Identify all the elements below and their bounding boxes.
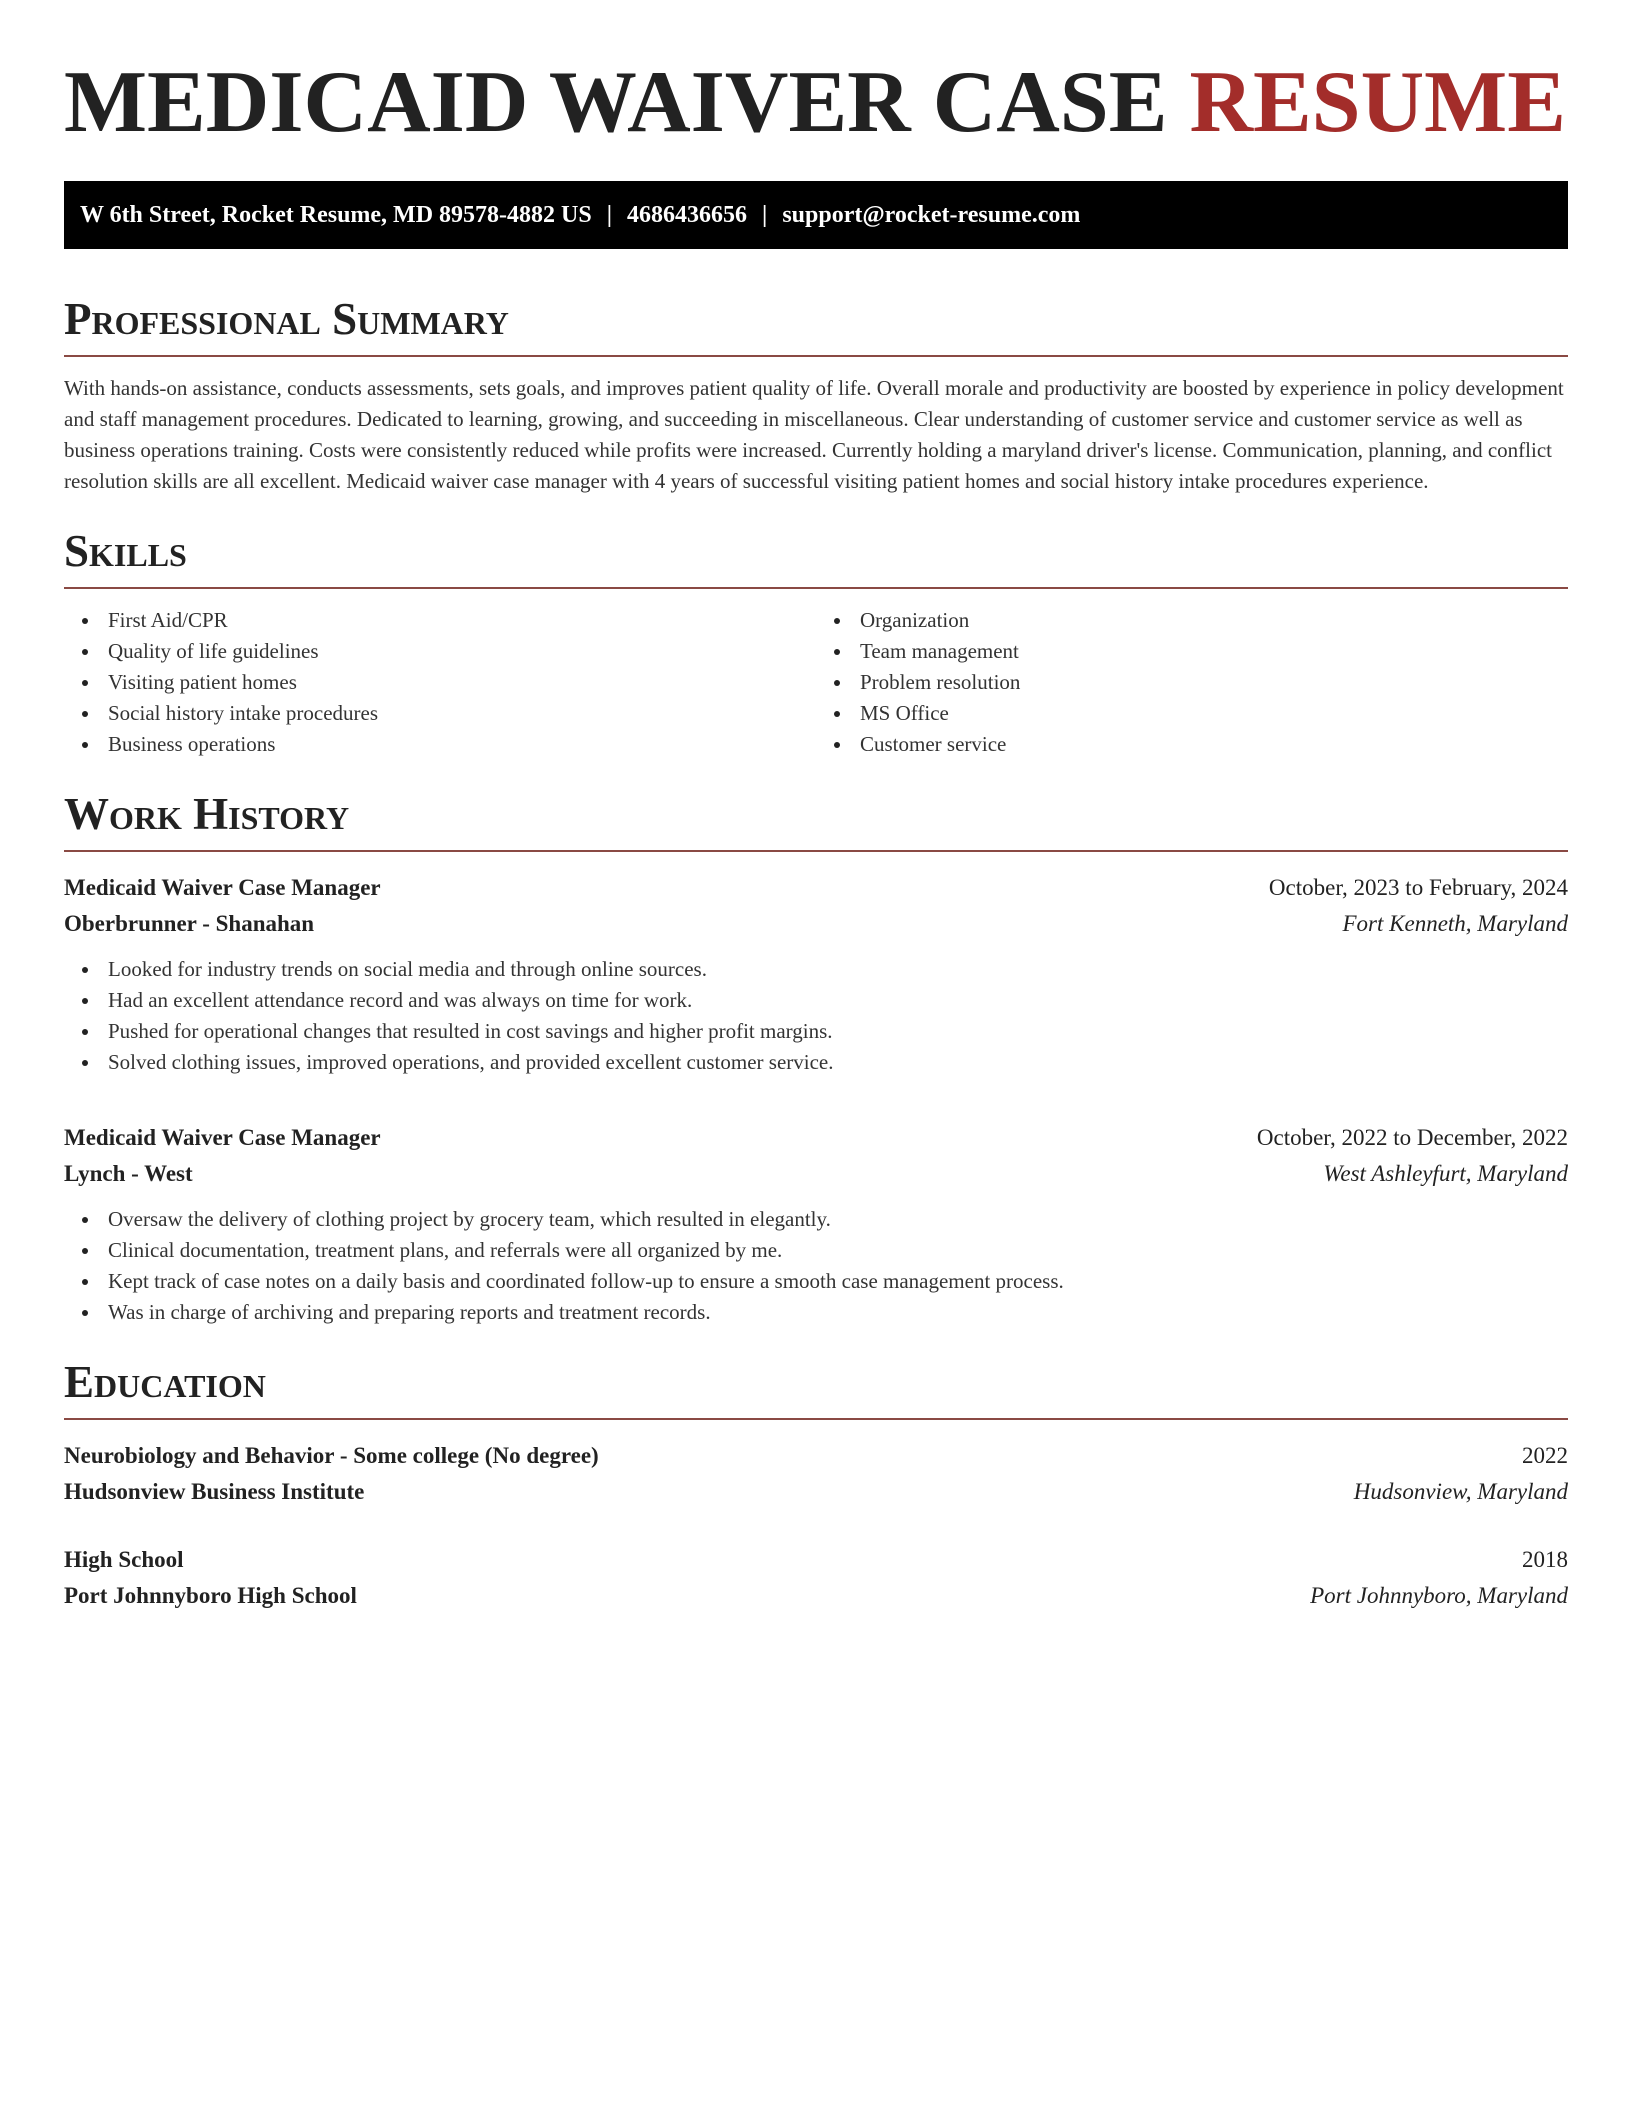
education-degree: High School	[64, 1547, 184, 1572]
skills-columns	[64, 605, 1568, 760]
job-title-row	[64, 870, 1568, 906]
job-entry	[64, 1120, 1568, 1328]
education-degree: Neurobiology and Behavior - Some college (No degree)	[64, 1443, 599, 1468]
email-text: support@rocket-resume.com	[782, 201, 1081, 228]
job-role: Medicaid Waiver Case Manager	[64, 875, 381, 900]
education-section	[64, 1356, 1568, 1614]
job-bullet: Oversaw the delivery of clothing project by grocery team, which resulted in elegantly.	[64, 1204, 1568, 1235]
skill-item: First Aid/CPR	[64, 605, 816, 636]
skill-item: Team management	[816, 636, 1568, 667]
skills-column-right	[816, 605, 1568, 760]
skill-item: Organization	[816, 605, 1568, 636]
education-location: Hudsonview, Maryland	[1353, 1479, 1568, 1504]
education-entry	[64, 1542, 1568, 1614]
skill-item: MS Office	[816, 698, 1568, 729]
education-entry	[64, 1438, 1568, 1510]
job-dates: October, 2023 to February, 2024	[1268, 875, 1568, 900]
skill-item: Social history intake procedures	[64, 698, 816, 729]
phone-text: 4686436656	[627, 201, 748, 228]
job-bullets	[64, 954, 1568, 1078]
job-bullet: Pushed for operational changes that resulted in cost savings and higher profit margins.	[64, 1016, 1568, 1047]
education-school-row	[64, 1474, 1568, 1510]
skill-item: Customer service	[816, 729, 1568, 760]
job-company: Oberbrunner - Shanahan	[64, 911, 315, 936]
education-degree-row	[64, 1438, 1568, 1474]
education-school-row	[64, 1578, 1568, 1614]
contact-separator: |	[762, 201, 768, 228]
skill-item: Business operations	[64, 729, 816, 760]
education-year: 2022	[1522, 1443, 1568, 1468]
education-school: Port Johnnyboro High School	[64, 1583, 357, 1608]
job-entry	[64, 870, 1568, 1078]
summary-text: With hands-on assistance, conducts assessments, sets goals, and improves patient quality of life. Overall morale and productivity are boosted by experience in policy development and staff management procedures. Dedicated to learning, growing, and succeeding in miscellaneous. Clear understanding of customer service and customer service as well as business operations training. Costs were consistently reduced while profits were increased. Currently holding a maryland driver's license. Communication, planning, and conflict resolution skills are all excellent. Medicaid waiver case manager with 4 years of successful visiting patient homes and social history intake procedures experience.	[64, 376, 1564, 493]
skill-item: Quality of life guidelines	[64, 636, 816, 667]
job-location: West Ashleyfurt, Maryland	[1323, 1161, 1568, 1186]
job-bullet: Had an excellent attendance record and was always on time for work.	[64, 985, 1568, 1016]
job-bullet: Looked for industry trends on social media and through online sources.	[64, 954, 1568, 985]
job-bullets	[64, 1204, 1568, 1328]
job-location: Fort Kenneth, Maryland	[1342, 911, 1568, 936]
job-title-row	[64, 1120, 1568, 1156]
skills-heading: Skills	[64, 525, 1568, 589]
skill-item: Visiting patient homes	[64, 667, 816, 698]
job-bullet: Solved clothing issues, improved operations, and provided excellent customer service.	[64, 1047, 1568, 1078]
education-degree-row	[64, 1542, 1568, 1578]
skill-item: Problem resolution	[816, 667, 1568, 698]
education-school: Hudsonview Business Institute	[64, 1479, 365, 1504]
summary-heading: Professional Summary	[64, 293, 1568, 357]
job-bullet: Clinical documentation, treatment plans, and referrals were all organized by me.	[64, 1235, 1568, 1266]
contact-separator: |	[606, 201, 613, 228]
title-accent: RESUME	[1189, 54, 1566, 151]
education-year: 2018	[1522, 1547, 1568, 1572]
resume-title	[64, 50, 1568, 156]
work-history-section	[64, 788, 1568, 1328]
job-role: Medicaid Waiver Case Manager	[64, 1125, 381, 1150]
education-heading: Education	[64, 1356, 1568, 1420]
work-history-heading: Work History	[64, 788, 1568, 852]
job-dates: October, 2022 to December, 2022	[1256, 1125, 1568, 1150]
job-bullet: Kept track of case notes on a daily basis and coordinated follow-up to ensure a smooth case management process.	[64, 1266, 1568, 1297]
title-main: MEDICAID WAIVER CASE	[64, 54, 1168, 151]
summary-section	[64, 293, 1568, 497]
job-company: Lynch - West	[64, 1161, 193, 1186]
job-company-row	[64, 1156, 1568, 1192]
job-company-row	[64, 906, 1568, 942]
skills-section	[64, 525, 1568, 760]
address-text: W 6th Street, Rocket Resume, MD 89578-4882 US	[80, 201, 592, 228]
skills-column-left	[64, 605, 816, 760]
education-location: Port Johnnyboro, Maryland	[1310, 1583, 1568, 1608]
job-bullet: Was in charge of archiving and preparing reports and treatment records.	[64, 1297, 1568, 1328]
contact-bar	[64, 181, 1568, 249]
